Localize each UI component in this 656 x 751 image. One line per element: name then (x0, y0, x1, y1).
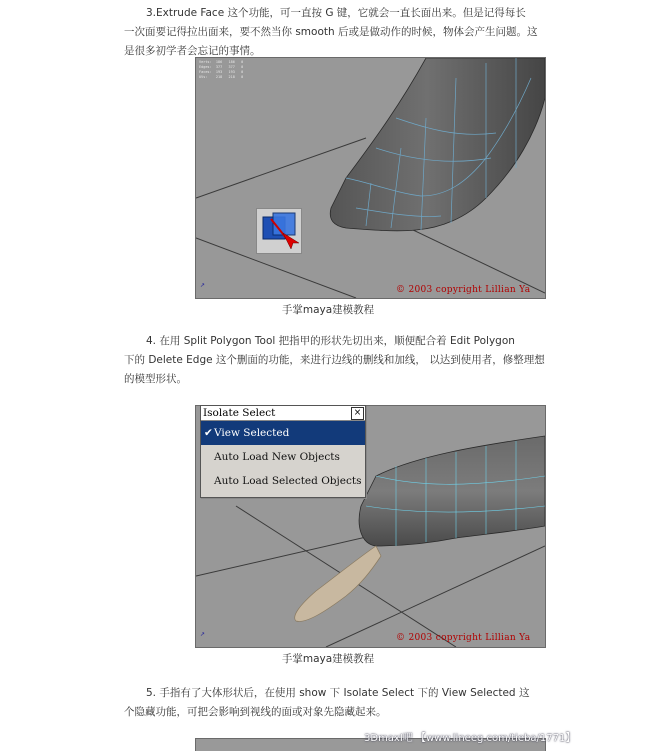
step5-paragraph (124, 684, 576, 722)
isolate-select-menu (200, 405, 366, 498)
step4-paragraph (124, 332, 576, 389)
axis-indicator-icon: ↗ (200, 631, 206, 638)
step4-line-2: 下的 Delete Edge 这个删面的功能，来进行边线的删线和加线， 以达到使用者，修整理想 (124, 354, 545, 366)
poly-stats-hud: Verts: 186 186 0 Edges: 377 377 0 Faces: 193 193 0 UVs: 218 218 0 (199, 60, 244, 79)
step3-line-2: 一次面要记得拉出面来，要不然当你 smooth 后或是做动作的时候，物体会产生问题。这 (124, 26, 538, 38)
menu-title (201, 406, 365, 421)
extrude-face-icon (256, 208, 302, 254)
figure1-scene (196, 58, 545, 298)
figure1-viewport (195, 57, 546, 299)
figure1-caption: 手掌maya建模教程 (281, 304, 375, 316)
menu-title-text: Isolate Select (203, 407, 276, 419)
menu-item-label: Auto Load Selected Objects (214, 475, 362, 487)
figure2-copyright: © 2003 copyright Lillian Ya (396, 633, 531, 643)
site-watermark: 3DmaxI吧 【www.lineeg.com/tieba/1771】 (364, 733, 576, 744)
figure2-caption: 手掌maya建模教程 (281, 653, 375, 665)
step4-line-1: 4. 在用 Split Polygon Tool 把指甲的形状先切出来，顺便配合着 Edit Polygon (146, 335, 515, 347)
close-icon[interactable]: × (351, 407, 364, 420)
step3-paragraph (124, 4, 576, 61)
menu-item-view-selected[interactable] (201, 421, 365, 445)
menu-item-auto-load-new-objects[interactable] (201, 445, 365, 469)
axis-indicator-icon: ↗ (200, 282, 206, 289)
step5-line-1: 5. 手指有了大体形状后，在使用 show 下 Isolate Select 下的 View Selected 这 (146, 687, 530, 699)
hand-mesh (359, 436, 545, 546)
step5-line-2: 个隐藏功能，可把会影响到视线的面或对象先隐藏起来。 (124, 706, 387, 718)
step3-line-1: 3.Extrude Face 这个功能，可一直按 G 键，它就会一直长面出来。但是记得每长 (146, 7, 526, 19)
menu-item-auto-load-selected-objects[interactable] (201, 469, 365, 493)
menu-item-label: View Selected (214, 427, 290, 439)
finger-mesh (330, 58, 545, 231)
menu-item-label: Auto Load New Objects (214, 451, 340, 463)
figure1-copyright: © 2003 copyright Lillian Ya (396, 285, 531, 295)
step4-line-3: 的模型形状。 (124, 373, 187, 385)
step3-line-3: 是很多初学者会忘记的事情。 (124, 45, 261, 57)
isolated-finger (295, 546, 381, 621)
checkmark-icon: ✔ (204, 427, 213, 439)
